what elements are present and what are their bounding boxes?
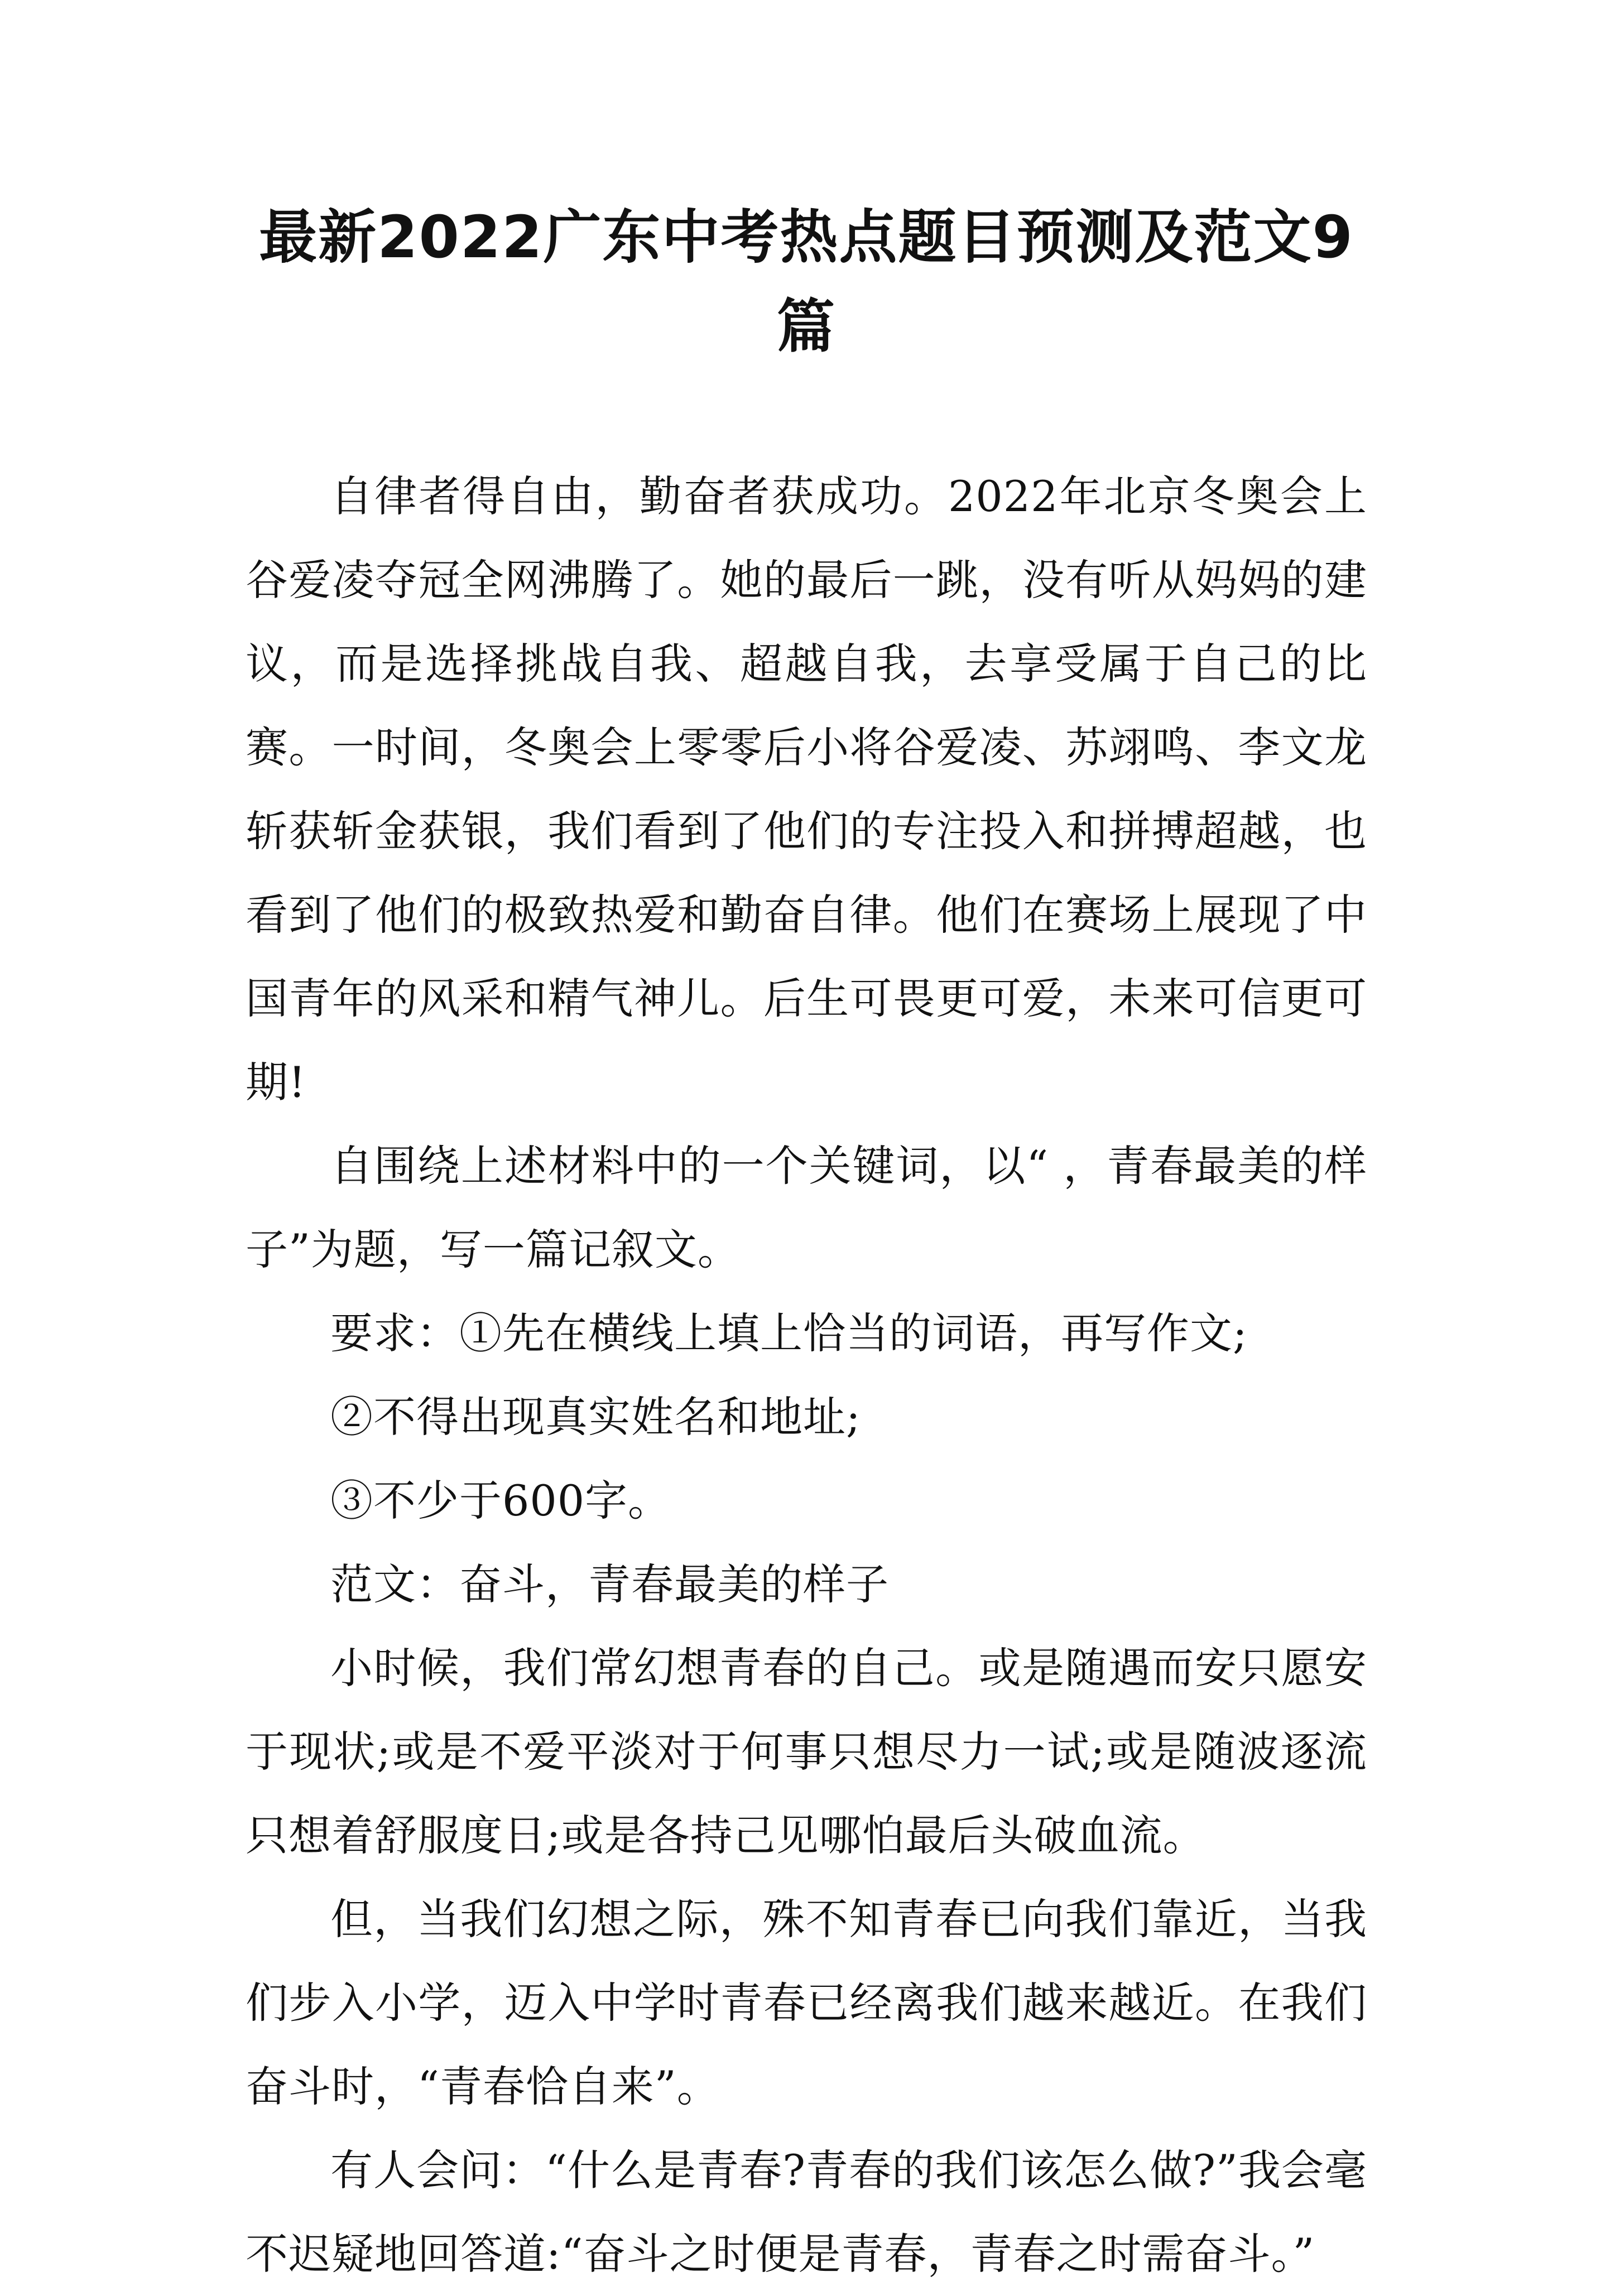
document-body <box>246 455 1367 2296</box>
paragraph-essay-1: 小时候，我们常幻想青春的自己。或是随遇而安只愿安于现状;或是不爱平淡对于何事只想尽力一试;或是随波逐流只想着舒服度日;或是各持己见哪怕最后头破血流。 <box>246 1643 1367 1860</box>
paragraph-essay-2: 但，当我们幻想之际，殊不知青春已向我们靠近，当我们步入小学，迈入中学时青春已经离我们越来越近。在我们奋斗时，“青春恰自来”。 <box>246 1894 1367 2111</box>
paragraph-requirement-2: ②不得出现真实姓名和地址; <box>330 1392 861 1442</box>
paragraph-requirement-1: 要求：①先在横线上填上恰当的词语，再写作文; <box>330 1308 1248 1358</box>
paragraph-prompt: 自围绕上述材料中的一个关键词，以“ ，青春最美的样子”为题，写一篇记叙文。 <box>246 1141 1367 1274</box>
paragraph-requirement-3: ③不少于600字。 <box>330 1476 671 1525</box>
paragraph-material: 自律者得自由，勤奋者获成功。2022年北京冬奥会上谷爱凌夺冠全网沸腾了。她的最后一跳，没有听从妈妈的建议，而是选择挑战自我、超越自我，去享受属于自己的比赛。一时间，冬奥会上零零后小将谷爱凌、苏翊鸣、李文龙斩获斩金获银，我们看到了他们的专注投入和拼搏超越，也看到了他们的极致热爱和勤奋自律。他们在赛场上展现了中国青年的风采和精气神儿。后生可畏更可爱，未来可信更可期! <box>246 471 1367 1107</box>
document-title: 最新2022广东中考热点题目预测及范文9篇 <box>259 203 1354 360</box>
paragraph-essay-title: 范文：奋斗，青春最美的样子 <box>330 1559 889 1609</box>
paragraph-essay-3: 有人会问：“什么是青春?青春的我们该怎么做?”我会毫不迟疑地回答道:“奋斗之时便是青春，青春之时需奋斗。” <box>246 2145 1367 2279</box>
